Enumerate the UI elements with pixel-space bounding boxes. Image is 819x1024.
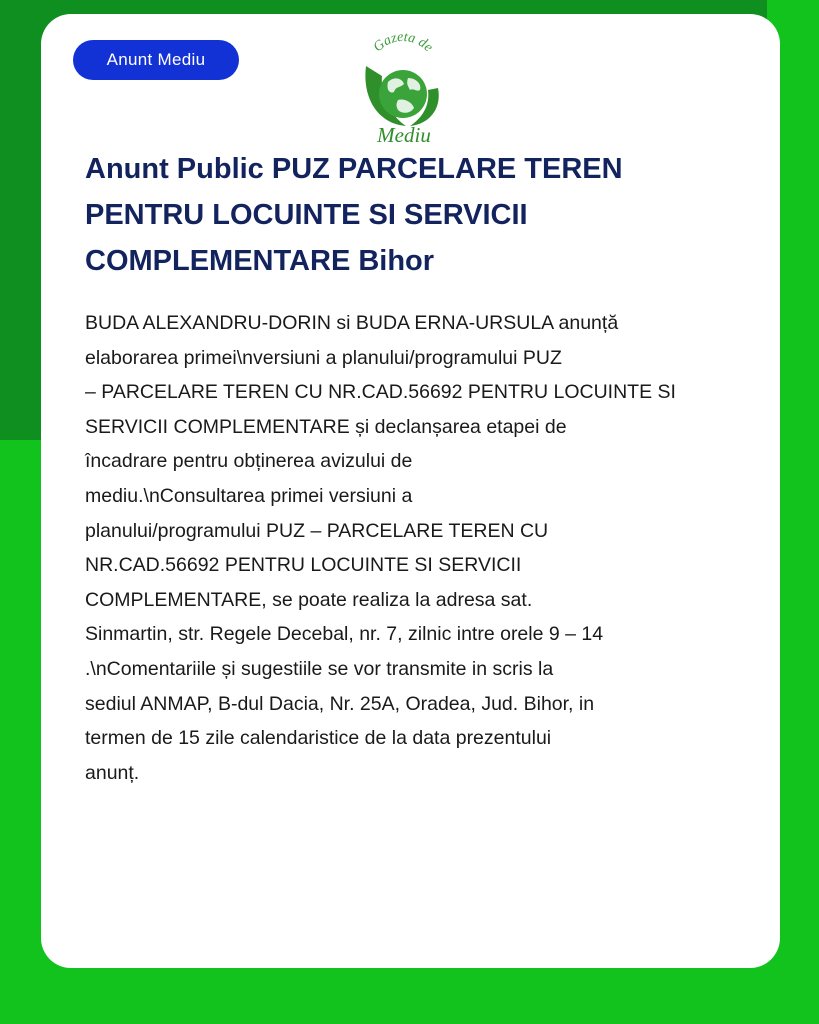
logo-text-bottom: Mediu bbox=[377, 123, 431, 146]
category-badge[interactable]: Anunt Mediu bbox=[73, 40, 239, 80]
logo-text-top: Gazeta de bbox=[370, 29, 436, 56]
article-body: BUDA ALEXANDRU-DORIN si BUDA ERNA-URSULA anunță elaborarea primei\nversiuni a planului/programului PUZ – PARCELARE TEREN CU NR.CAD.56692 PENTRU LOCUINTE SI SERVICII COMPLEMENTARE și declanșarea etapei de încadrare pentru obținerea avizului de mediu.\nConsultarea primei versiuni a planului/programului PUZ – PARCELARE TEREN CU NR.CAD.56692 PENTRU LOCUINTE SI SERVICII COMPLEMENTARE, se poate realiza la adresa sat. Sinmartin, str. Regele Decebal, nr. 7, zilnic intre orele 9 – 14 .\nComentariile și sugestiile se vor transmite in scris la sediul ANMAP, B-dul Dacia, Nr. 25A, Oradea, Jud. Bihor, in termen de 15 zile calendaristice de la data prezentului anunț. bbox=[85, 312, 676, 784]
gazeta-de-mediu-logo[interactable] bbox=[358, 28, 448, 146]
globe-leaf-icon bbox=[358, 28, 448, 146]
announcement-card bbox=[41, 14, 780, 968]
svg-text:Gazeta de bbox=[371, 30, 436, 55]
article-title: Anunt Public PUZ PARCELARE TEREN PENTRU LOCUINTE SI SERVICII COMPLEMENTARE Bihor bbox=[85, 153, 623, 277]
